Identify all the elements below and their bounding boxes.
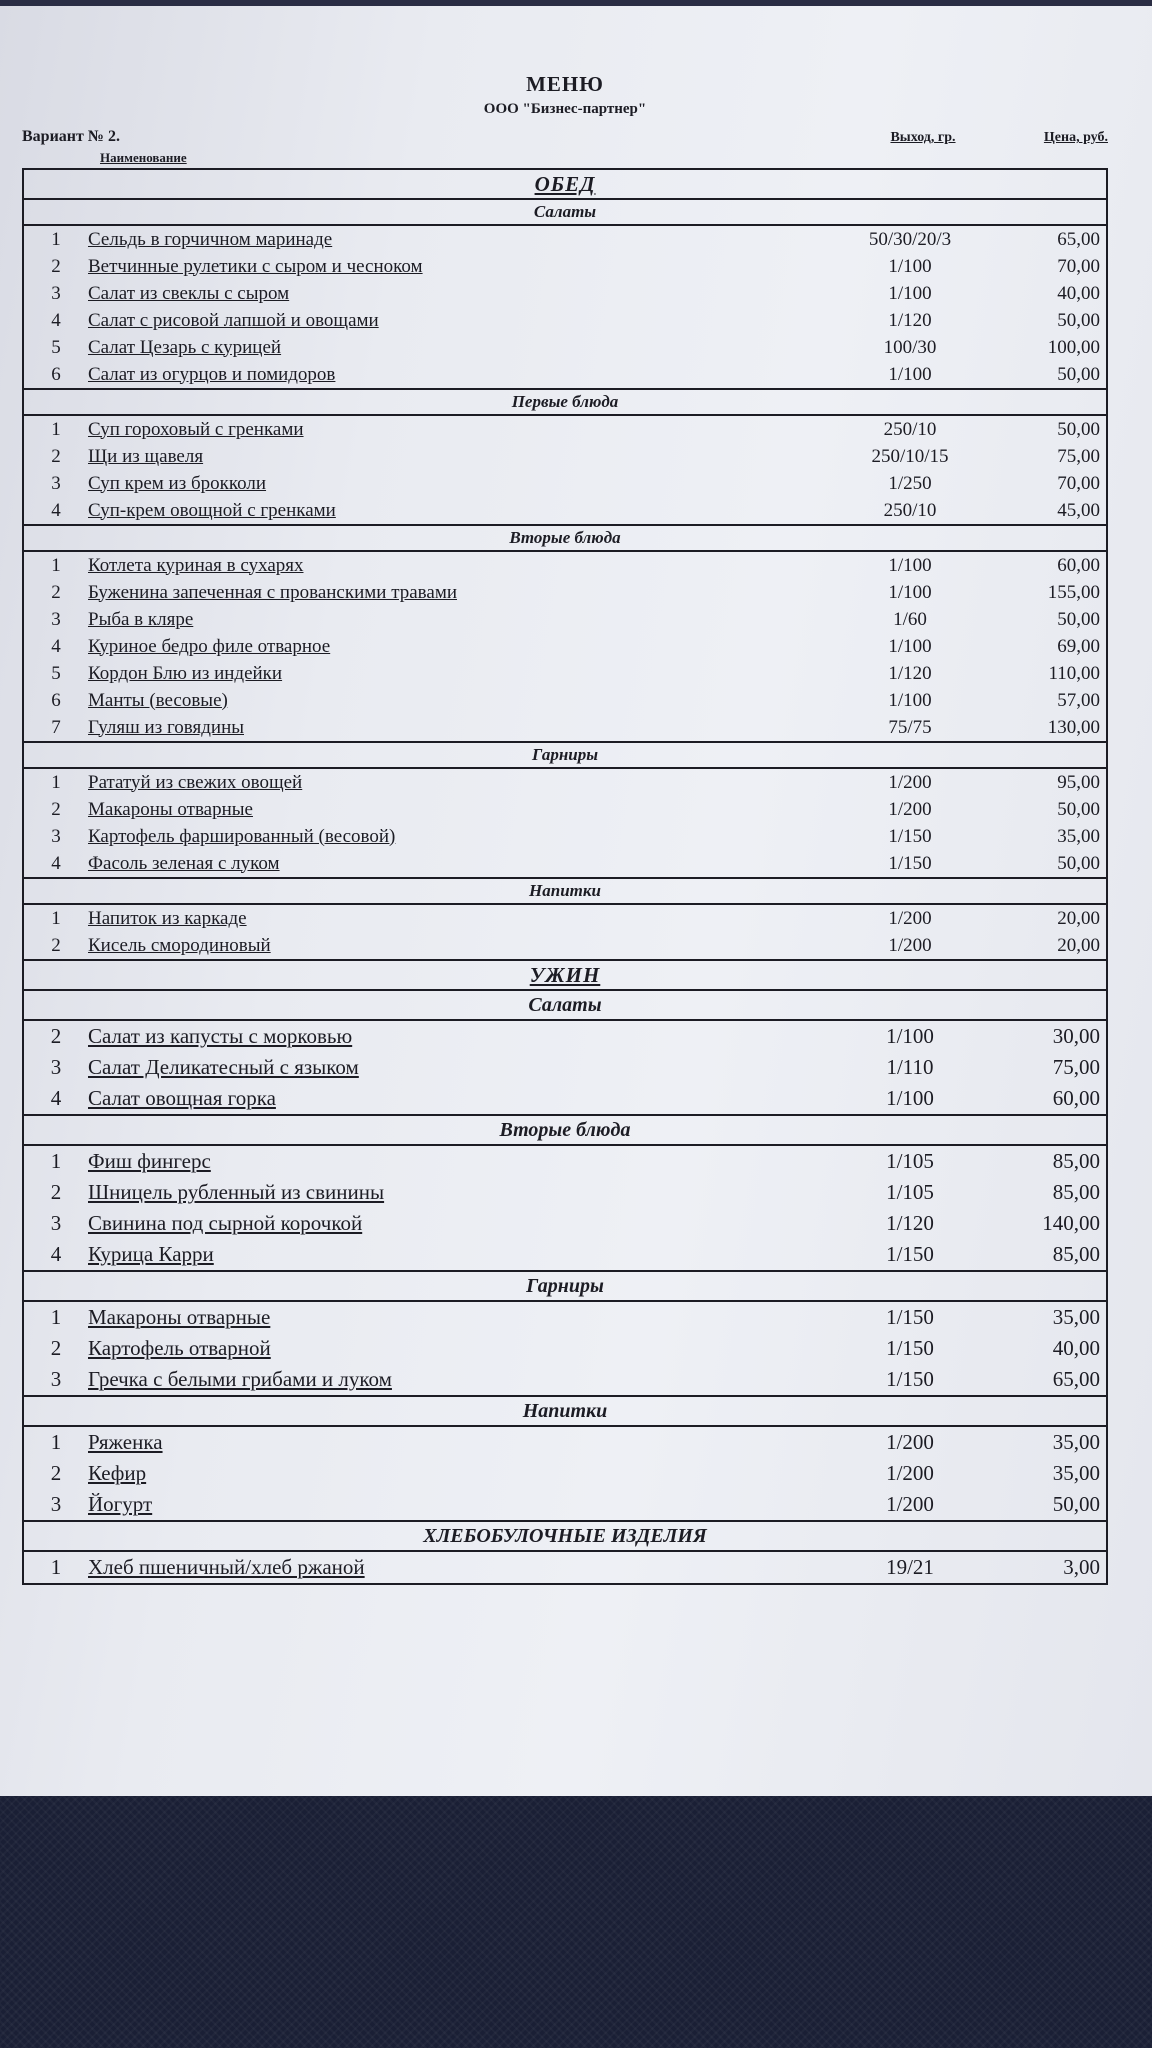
item-name: Салат овощная горка <box>88 1086 276 1110</box>
column-header-output: Выход, гр. <box>890 130 956 145</box>
item-output: 1/60 <box>893 608 927 630</box>
item-number: 4 <box>50 1086 62 1110</box>
item-number: 4 <box>51 309 61 331</box>
item-name: Гречка с белыми грибами и луком <box>88 1367 392 1391</box>
menu-item-row <box>24 416 1106 443</box>
item-name: Макароны отварные <box>88 1305 271 1329</box>
category-title: Напитки <box>24 877 1106 905</box>
item-name: Суп-крем овощной с гренками <box>88 499 336 521</box>
menu-item-row <box>24 687 1106 714</box>
menu-item-row <box>24 470 1106 497</box>
item-number: 4 <box>51 852 61 874</box>
item-name: Салат Деликатесный с языком <box>88 1055 359 1079</box>
item-price: 30,00 <box>1052 1024 1100 1048</box>
item-output: 250/10/15 <box>871 445 949 467</box>
item-price: 60,00 <box>1052 1086 1100 1110</box>
category-title: Вторые блюда <box>24 524 1106 552</box>
menu-item-row <box>24 1177 1106 1208</box>
item-number: 1 <box>51 907 61 929</box>
item-output: 1/110 <box>886 1055 934 1079</box>
item-price: 75,00 <box>1052 1055 1100 1079</box>
dinner-salads-list <box>24 1021 1106 1114</box>
item-output: 1/105 <box>886 1180 934 1204</box>
item-name: Напиток из каркаде <box>88 907 247 929</box>
menu-table <box>22 168 1108 1585</box>
item-name: Картофель фаршированный (весовой) <box>88 825 396 847</box>
menu-item-row <box>24 769 1106 796</box>
meal-lunch-title: ОБЕД <box>24 170 1106 200</box>
menu-item-row <box>24 1427 1106 1458</box>
item-name: Макароны отварные <box>88 798 253 820</box>
item-output: 1/100 <box>888 282 932 304</box>
menu-item-row <box>24 660 1106 687</box>
menu-item-row <box>24 823 1106 850</box>
item-price: 85,00 <box>1052 1242 1100 1266</box>
item-price: 155,00 <box>1047 581 1100 603</box>
item-output: 1/100 <box>888 689 932 711</box>
menu-item-row <box>24 1364 1106 1395</box>
category-title: Вторые блюда <box>24 1114 1106 1146</box>
menu-item-row <box>24 361 1106 388</box>
menu-item-row <box>24 552 1106 579</box>
item-number: 3 <box>50 1492 62 1516</box>
item-output: 1/100 <box>888 554 932 576</box>
item-number: 1 <box>51 771 61 793</box>
item-output: 1/120 <box>886 1211 934 1235</box>
item-price: 65,00 <box>1052 1367 1100 1391</box>
item-price: 70,00 <box>1057 472 1100 494</box>
item-name: Суп крем из брокколи <box>88 472 267 494</box>
item-price: 85,00 <box>1052 1180 1100 1204</box>
item-name: Салат с рисовой лапшой и овощами <box>88 309 379 331</box>
lunch-salads-list <box>24 226 1106 388</box>
item-number: 5 <box>51 336 61 358</box>
item-number: 2 <box>51 255 61 277</box>
item-name: Фасоль зеленая с луком <box>88 852 280 874</box>
item-number: 1 <box>51 554 61 576</box>
dinner-drinks-list <box>24 1427 1106 1520</box>
menu-item-row <box>24 253 1106 280</box>
menu-item-row <box>24 226 1106 253</box>
item-output: 1/200 <box>886 1492 934 1516</box>
item-name: Салат из капусты с морковью <box>88 1024 353 1048</box>
item-number: 2 <box>50 1024 62 1048</box>
item-price: 70,00 <box>1057 255 1100 277</box>
item-price: 60,00 <box>1057 554 1100 576</box>
lunch-first-list <box>24 416 1106 524</box>
item-number: 3 <box>50 1367 62 1391</box>
menu-sheet <box>0 6 1152 1796</box>
item-output: 1/200 <box>888 934 932 956</box>
item-price: 40,00 <box>1057 282 1100 304</box>
item-price: 95,00 <box>1057 771 1100 793</box>
bread-list <box>24 1552 1106 1583</box>
menu-item-row <box>24 1083 1106 1114</box>
category-title: Гарниры <box>24 741 1106 769</box>
item-name: Салат из свеклы с сыром <box>88 282 290 304</box>
item-output: 50/30/20/3 <box>868 228 952 250</box>
item-number: 2 <box>50 1336 62 1360</box>
menu-item-row <box>24 714 1106 741</box>
item-number: 3 <box>50 1055 62 1079</box>
item-price: 50,00 <box>1052 1492 1100 1516</box>
item-price: 35,00 <box>1052 1430 1100 1454</box>
item-name: Рататуй из свежих овощей <box>88 771 303 793</box>
lunch-second-list <box>24 552 1106 741</box>
item-number: 1 <box>51 418 61 440</box>
variant-label: Вариант № 2. <box>22 128 120 145</box>
item-number: 1 <box>50 1430 62 1454</box>
menu-item-row <box>24 1489 1106 1520</box>
dinner-garnish-list <box>24 1302 1106 1395</box>
menu-item-row <box>24 850 1106 877</box>
item-number: 1 <box>50 1555 62 1579</box>
item-output: 1/100 <box>888 635 932 657</box>
item-number: 5 <box>51 662 61 684</box>
item-price: 20,00 <box>1057 934 1100 956</box>
menu-item-row <box>24 1552 1106 1583</box>
lunch-drinks-list <box>24 905 1106 959</box>
item-price: 65,00 <box>1057 228 1100 250</box>
menu-item-row <box>24 443 1106 470</box>
item-output: 250/10 <box>883 418 937 440</box>
item-number: 6 <box>51 689 61 711</box>
item-number: 2 <box>51 934 61 956</box>
item-output: 1/100 <box>888 581 932 603</box>
item-price: 50,00 <box>1057 852 1100 874</box>
item-price: 20,00 <box>1057 907 1100 929</box>
item-price: 100,00 <box>1047 336 1100 358</box>
item-name: Салат Цезарь с курицей <box>88 336 282 358</box>
item-number: 7 <box>51 716 61 738</box>
item-name: Шницель рубленный из свинины <box>88 1180 385 1204</box>
menu-document <box>22 72 1108 1585</box>
category-title-bread: ХЛЕБОБУЛОЧНЫЕ ИЗДЕЛИЯ <box>24 1520 1106 1552</box>
menu-item-row <box>24 1021 1106 1052</box>
menu-item-row <box>24 1146 1106 1177</box>
item-output: 1/105 <box>886 1149 934 1173</box>
item-price: 35,00 <box>1052 1461 1100 1485</box>
item-output: 1/100 <box>888 363 932 385</box>
menu-item-row <box>24 1239 1106 1270</box>
item-output: 1/200 <box>886 1430 934 1454</box>
menu-item-row <box>24 1052 1106 1083</box>
menu-item-row <box>24 307 1106 334</box>
item-output: 1/150 <box>886 1242 934 1266</box>
menu-item-row <box>24 1333 1106 1364</box>
item-output: 250/10 <box>883 499 937 521</box>
item-price: 35,00 <box>1057 825 1100 847</box>
item-name: Йогурт <box>88 1492 153 1516</box>
item-price: 110,00 <box>1048 662 1100 684</box>
menu-item-row <box>24 1302 1106 1333</box>
item-name: Куриное бедро филе отварное <box>88 635 331 657</box>
item-number: 1 <box>50 1305 62 1329</box>
column-header-price: Цена, руб. <box>1043 130 1108 145</box>
item-number: 4 <box>51 635 61 657</box>
menu-item-row <box>24 334 1106 361</box>
item-name: Кисель смородиновый <box>88 934 271 956</box>
meal-dinner-title: УЖИН <box>24 959 1106 991</box>
item-number: 1 <box>50 1149 62 1173</box>
item-number: 3 <box>51 608 61 630</box>
item-name: Курица Карри <box>88 1242 214 1266</box>
item-number: 2 <box>50 1461 62 1485</box>
item-output: 1/150 <box>886 1367 934 1391</box>
item-number: 3 <box>50 1211 62 1235</box>
item-number: 3 <box>51 825 61 847</box>
item-name: Свинина под сырной корочкой <box>88 1211 363 1235</box>
item-output: 1/120 <box>888 309 932 331</box>
item-name: Манты (весовые) <box>88 689 228 711</box>
item-price: 3,00 <box>1063 1555 1100 1579</box>
item-output: 1/250 <box>888 472 932 494</box>
menu-item-row <box>24 1458 1106 1489</box>
category-title: Первые блюда <box>24 388 1106 416</box>
item-price: 57,00 <box>1057 689 1100 711</box>
item-number: 2 <box>51 581 61 603</box>
item-price: 140,00 <box>1042 1211 1100 1235</box>
item-name: Салат из огурцов и помидоров <box>88 363 336 385</box>
item-number: 4 <box>50 1242 62 1266</box>
item-name: Хлеб пшеничный/хлеб ржаной <box>88 1555 365 1579</box>
item-output: 1/100 <box>886 1024 934 1048</box>
item-output: 1/150 <box>886 1305 934 1329</box>
dinner-second-list <box>24 1146 1106 1270</box>
item-name: Ряженка <box>88 1430 163 1454</box>
item-output: 1/150 <box>888 852 932 874</box>
item-price: 35,00 <box>1052 1305 1100 1329</box>
meta-row <box>22 128 1108 146</box>
item-output: 1/100 <box>886 1086 934 1110</box>
item-number: 4 <box>51 499 61 521</box>
item-name: Буженина запеченная с прованскими травами <box>88 581 458 603</box>
page-title: МЕНЮ <box>526 72 604 96</box>
item-number: 1 <box>51 228 61 250</box>
menu-item-row <box>24 905 1106 932</box>
item-output: 1/200 <box>886 1461 934 1485</box>
item-price: 50,00 <box>1057 418 1100 440</box>
item-name: Ветчинные рулетики с сыром и чесноком <box>88 255 423 277</box>
menu-item-row <box>24 497 1106 524</box>
item-name: Картофель отварной <box>88 1336 271 1360</box>
item-name: Фиш фингерс <box>88 1149 211 1173</box>
item-price: 85,00 <box>1052 1149 1100 1173</box>
menu-item-row <box>24 280 1106 307</box>
item-output: 1/200 <box>888 798 932 820</box>
item-output: 1/150 <box>888 825 932 847</box>
item-name: Котлета куриная в сухарях <box>88 554 304 576</box>
item-price: 50,00 <box>1057 363 1100 385</box>
tablecloth-background <box>0 1790 1152 2048</box>
menu-item-row <box>24 932 1106 959</box>
item-output: 1/200 <box>888 907 932 929</box>
item-output: 75/75 <box>888 716 932 738</box>
item-number: 2 <box>51 798 61 820</box>
item-price: 75,00 <box>1057 445 1100 467</box>
column-header-name: Наименование <box>100 150 187 165</box>
category-title: Гарниры <box>24 1270 1106 1302</box>
item-number: 6 <box>51 363 61 385</box>
item-name: Сельдь в горчичном маринаде <box>88 228 333 250</box>
item-price: 69,00 <box>1057 635 1100 657</box>
item-name: Кордон Блю из индейки <box>88 662 283 684</box>
item-number: 2 <box>50 1180 62 1204</box>
item-price: 50,00 <box>1057 608 1100 630</box>
item-output: 1/150 <box>886 1336 934 1360</box>
item-output: 1/200 <box>888 771 932 793</box>
menu-item-row <box>24 633 1106 660</box>
item-number: 3 <box>51 282 61 304</box>
item-name: Кефир <box>88 1461 147 1485</box>
menu-item-row <box>24 606 1106 633</box>
item-number: 3 <box>51 472 61 494</box>
category-title: Салаты <box>24 200 1106 226</box>
dinner-section <box>24 991 1106 1583</box>
menu-item-row <box>24 579 1106 606</box>
category-title: Салаты <box>24 991 1106 1021</box>
lunch-garnish-list <box>24 769 1106 877</box>
item-name: Суп гороховый с гренками <box>88 418 304 440</box>
item-price: 130,00 <box>1047 716 1100 738</box>
item-price: 50,00 <box>1057 798 1100 820</box>
company-name: ООО "Бизнес-партнер" <box>483 101 647 117</box>
category-title: Напитки <box>24 1395 1106 1427</box>
item-output: 1/120 <box>888 662 932 684</box>
item-name: Щи из щавеля <box>88 445 204 467</box>
item-number: 2 <box>51 445 61 467</box>
item-price: 45,00 <box>1057 499 1100 521</box>
item-price: 40,00 <box>1052 1336 1100 1360</box>
menu-item-row <box>24 796 1106 823</box>
item-output: 100/30 <box>883 336 937 358</box>
item-output: 1/100 <box>888 255 932 277</box>
item-output: 19/21 <box>886 1555 934 1579</box>
item-name: Гуляш из говядины <box>88 716 244 738</box>
menu-item-row <box>24 1208 1106 1239</box>
item-name: Рыба в кляре <box>88 608 194 630</box>
item-price: 50,00 <box>1057 309 1100 331</box>
